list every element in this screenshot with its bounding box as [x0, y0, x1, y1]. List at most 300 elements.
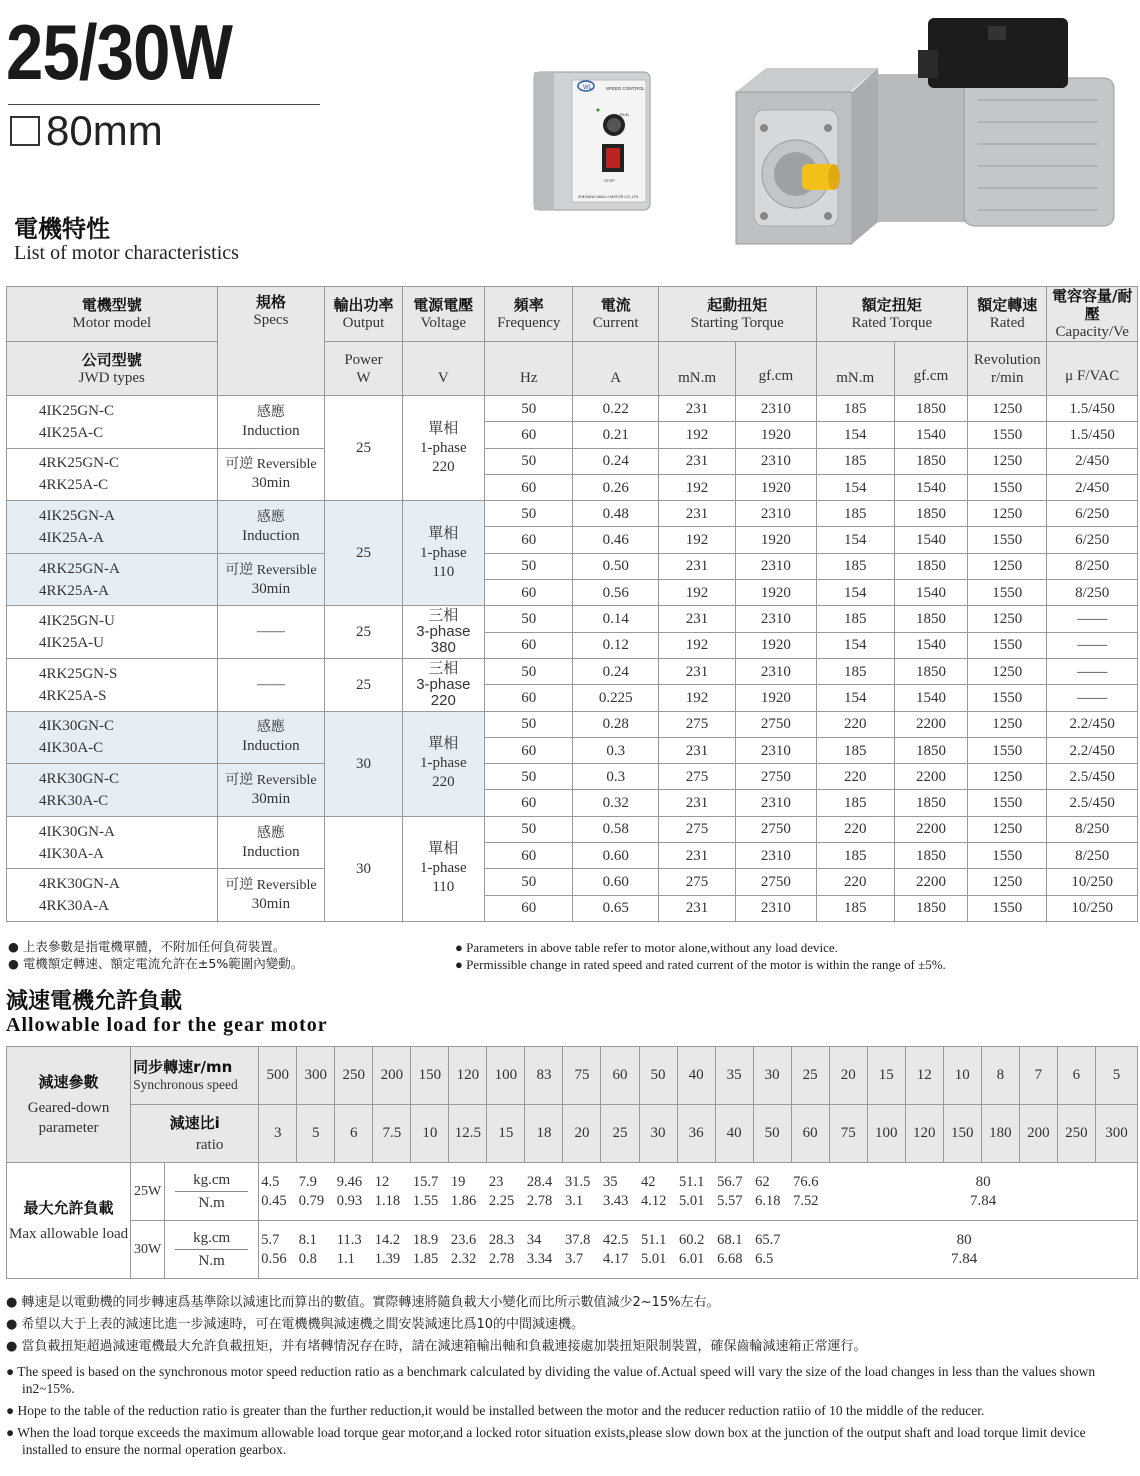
start-mnm-cell: 231 [658, 396, 735, 422]
section1-title-cn: 電機特性 [14, 215, 110, 243]
load-value-cell [753, 1163, 791, 1221]
capacity-cell: 2.2/450 [1047, 737, 1138, 763]
header-freq-en: Frequency [497, 315, 561, 331]
unit-cell [165, 1163, 259, 1221]
current-cell: 0.21 [573, 422, 658, 448]
load-nm: 1.55 [412, 1192, 439, 1209]
current-cell: 0.3 [573, 737, 658, 763]
frequency-cell: 50 [485, 764, 573, 790]
load-nm: 6.01 [679, 1250, 705, 1267]
section1-title-en: List of motor characteristics [14, 242, 239, 264]
load-kg: 35 [602, 1173, 618, 1190]
current-cell: 0.26 [573, 474, 658, 500]
start-gfcm-cell: 1920 [736, 685, 816, 711]
header-output-en2: Power [344, 351, 383, 368]
voltage-cell [402, 606, 484, 659]
speed-cell: 20 [829, 1047, 867, 1105]
frequency-cell: 50 [485, 553, 573, 579]
start-mnm-cell: 231 [658, 895, 735, 921]
header-cap-unit: μ F/VAC [1047, 342, 1138, 396]
rated-speed-cell: 1250 [968, 816, 1047, 842]
ratio-row [7, 1105, 1138, 1163]
load-max-cell [791, 1221, 1137, 1279]
frequency-cell: 50 [485, 396, 573, 422]
voltage-phase: 3-phase [416, 675, 471, 693]
output-cell: 30 [325, 711, 402, 816]
load-nm: 2.25 [488, 1192, 515, 1209]
note2-en-1: ● The speed is based on the synchronous motor speed reduction ratio as a benchmark calculated by dividing the value of.Actual speed will vary the size of the load changes in less than the values shown in2~15%. [6, 1364, 1096, 1396]
load-nm: 3.7 [564, 1250, 584, 1267]
capacity-cell: —— [1047, 685, 1138, 711]
load-value-cell [525, 1221, 563, 1279]
spec-cell [217, 658, 325, 711]
start-gfcm-cell: 2750 [736, 816, 816, 842]
rated-speed-cell: 1250 [968, 501, 1047, 527]
load-kg: 34 [526, 1231, 542, 1248]
rated-speed-cell: 1250 [968, 448, 1047, 474]
header-capacity [1047, 287, 1138, 342]
spec-cell [217, 396, 325, 449]
model-name: 4RK25GN-S [39, 665, 118, 682]
voltage-cn: 單相 [428, 525, 459, 542]
ratio-cn: 減速比i [169, 1113, 220, 1132]
current-cell: 0.58 [573, 816, 658, 842]
rated-gfcm-cell: 2200 [894, 816, 967, 842]
model-name: 4RK25GN-C [39, 455, 120, 472]
start-mnm-cell: 231 [658, 843, 735, 869]
start-gfcm-cell: 2750 [736, 711, 816, 737]
sync-cn: 同步轉速r/mn [133, 1057, 233, 1076]
load-nm: 0.93 [336, 1192, 363, 1209]
rated-speed-cell: 1250 [968, 711, 1047, 737]
notes2 [6, 1294, 1132, 1463]
voltage-value: 220 [432, 774, 455, 791]
load-kg: 42 [641, 1173, 656, 1190]
spec-cn: 可逆 Reversible [225, 878, 317, 894]
start-gfcm-cell: 2310 [736, 790, 816, 816]
header-current-cn: 電流 [600, 296, 631, 314]
load-value-cell [601, 1221, 639, 1279]
rated-speed-cell: 1550 [968, 580, 1047, 606]
header-freq-unit: Hz [485, 342, 573, 396]
ratio-value-cell: 75 [829, 1105, 867, 1163]
capacity-cell: —— [1047, 606, 1138, 632]
spec-en: 30min [251, 790, 291, 807]
voltage-cell [402, 501, 484, 606]
unit-nm: N.m [198, 1253, 225, 1269]
load-nm: 0.45 [261, 1192, 287, 1209]
speed-cell: 200 [373, 1047, 411, 1105]
load-value-cell [449, 1163, 487, 1221]
voltage-cn: 單相 [428, 841, 459, 858]
load-value-cell [639, 1163, 677, 1221]
section2-title-en: Allowable load for the gear motor [6, 1014, 328, 1036]
spec-cell [217, 764, 325, 817]
rated-speed-cell: 1550 [968, 474, 1047, 500]
load-label-cell [7, 1163, 131, 1279]
rated-gfcm-cell: 1540 [894, 422, 967, 448]
rated-speed-cell: 1550 [968, 895, 1047, 921]
header-model-en: Motor model [72, 315, 152, 331]
start-mnm-cell: 275 [658, 869, 735, 895]
current-cell: 0.65 [573, 895, 658, 921]
speed-cell: 15 [867, 1047, 905, 1105]
model-name: 4RK30A-A [39, 898, 109, 915]
load-value-cell [677, 1221, 715, 1279]
speed-cell: 35 [715, 1047, 753, 1105]
load-nm: 5.01 [679, 1192, 705, 1209]
ratio-value-cell: 5 [297, 1105, 335, 1163]
model-name: 4RK30GN-A [39, 876, 120, 893]
ratio-value-cell: 200 [1019, 1105, 1057, 1163]
load-kg: 65.7 [755, 1231, 781, 1248]
load-value-cell [677, 1163, 715, 1221]
motor-row [7, 448, 1138, 474]
spec-en: 30min [251, 475, 291, 492]
model-name: 4RK25A-C [39, 477, 109, 494]
model-name: 4RK30A-C [39, 792, 109, 809]
voltage-phase: 1-phase [419, 860, 467, 877]
model-cell [7, 396, 218, 449]
ratio-value-cell: 12.5 [449, 1105, 487, 1163]
ratio-value-cell: 6 [335, 1105, 373, 1163]
speed-cell: 60 [601, 1047, 639, 1105]
start-gfcm-cell: 2310 [736, 448, 816, 474]
load-value-cell [335, 1221, 373, 1279]
rated-mnm-cell: 154 [816, 632, 894, 658]
rated-gfcm-cell: 1540 [894, 685, 967, 711]
rated-speed-cell: 1250 [968, 869, 1047, 895]
speed-cell: 300 [297, 1047, 335, 1105]
motor-row [7, 816, 1138, 842]
header-speed [968, 287, 1047, 342]
voltage-value: 220 [432, 458, 455, 475]
output-cell: 25 [325, 606, 402, 659]
load-value-cell [753, 1221, 791, 1279]
rated-mnm-cell: 154 [816, 474, 894, 500]
rated-mnm-cell: 154 [816, 580, 894, 606]
rated-gfcm-cell: 1850 [894, 448, 967, 474]
load-value-cell [449, 1221, 487, 1279]
header-start-en: Starting Torque [690, 315, 784, 331]
ratio-value-cell: 120 [905, 1105, 943, 1163]
load-kg: 51.1 [679, 1173, 705, 1190]
voltage-cn: 三相 [428, 660, 459, 677]
capacity-cell: —— [1047, 658, 1138, 684]
current-cell: 0.60 [573, 869, 658, 895]
load-nm: 2.78 [488, 1250, 515, 1267]
rated-speed-cell: 1250 [968, 606, 1047, 632]
note2-en-2-text: Hope to the table of the reduction ratio is greater than the further reduction,it would be installed between the motor and the reducer reduction ratiio of 10 the middle of the reducer. [17, 1403, 985, 1418]
load-value-cell [297, 1163, 335, 1221]
watt-cell: 25W [131, 1163, 165, 1221]
note-en-2: ● Permissible change in rated speed and rated current of the motor is within the range of ±5%. [455, 957, 946, 972]
load-value-cell [487, 1163, 525, 1221]
load-nm: 4.12 [641, 1192, 667, 1209]
speed-cell: 6 [1057, 1047, 1095, 1105]
gear-motor-image [728, 4, 1132, 250]
current-cell: 0.32 [573, 790, 658, 816]
ratio-value-cell: 40 [715, 1105, 753, 1163]
header-rated-gfcm: gf.cm [894, 342, 967, 396]
ratio-value-cell: 60 [791, 1105, 829, 1163]
model-cell [7, 606, 218, 659]
output-cell: 30 [325, 816, 402, 921]
gear-load-table [6, 1046, 1138, 1279]
header-current-unit: A [573, 342, 658, 396]
spec-cell [217, 606, 325, 659]
current-cell: 0.24 [573, 658, 658, 684]
header-jwd-cn: 公司型號 [81, 350, 142, 369]
ratio-value-cell: 100 [867, 1105, 905, 1163]
voltage-phase: 1-phase [419, 439, 467, 456]
rated-mnm-cell: 220 [816, 869, 894, 895]
start-gfcm-cell: 2750 [736, 764, 816, 790]
load-row-25W [7, 1163, 1138, 1221]
frequency-cell: 60 [485, 843, 573, 869]
controller-label: SPEED CONTROL [606, 86, 645, 91]
load-row-30W [7, 1221, 1138, 1279]
spec-cn: 感應 [256, 404, 285, 420]
start-mnm-cell: 275 [658, 764, 735, 790]
header-specs [217, 287, 325, 396]
load-kg: 14.2 [374, 1231, 401, 1248]
output-cell: 25 [325, 658, 402, 711]
frequency-cell: 60 [485, 422, 573, 448]
spec-en: Induction [242, 527, 300, 544]
load-kg: 11.3 [336, 1231, 362, 1248]
capacity-cell: 1.5/450 [1047, 422, 1138, 448]
voltage-cn: 單相 [428, 420, 459, 437]
start-mnm-cell: 231 [658, 501, 735, 527]
load-value-cell [487, 1221, 525, 1279]
start-gfcm-cell: 1920 [736, 580, 816, 606]
capacity-cell: 6/250 [1047, 501, 1138, 527]
capacity-cell: 10/250 [1047, 895, 1138, 921]
rated-gfcm-cell: 1540 [894, 632, 967, 658]
rated-speed-cell: 1550 [968, 790, 1047, 816]
rated-mnm-cell: 154 [816, 527, 894, 553]
current-cell: 0.60 [573, 843, 658, 869]
model-cell [7, 501, 218, 554]
speed-cell: 7 [1019, 1047, 1057, 1105]
note2-cn-2-text: 希望以大于上表的減速比進一步減速時，可在電機機與減速機之間安裝減速比爲10的中間減速機。 [21, 1317, 585, 1332]
model-cell [7, 553, 218, 606]
spec-cn: 可逆 Reversible [225, 562, 317, 578]
frequency-cell: 50 [485, 501, 573, 527]
speed-cell: 8 [981, 1047, 1019, 1105]
rated-gfcm-cell: 2200 [894, 764, 967, 790]
load-kg: 4.5 [261, 1173, 280, 1190]
model-name: 4IK25A-C [39, 424, 104, 441]
header-voltage-en: Voltage [420, 315, 467, 331]
voltage-cell [402, 396, 484, 501]
note2-cn-2: ● 希望以大于上表的減速比進一步減速時，可在電機機與減速機之間安裝減速比爲10的中間減速機。 [6, 1317, 585, 1332]
start-gfcm-cell: 2310 [736, 606, 816, 632]
model-cell [7, 869, 218, 922]
rated-gfcm-cell: 1850 [894, 396, 967, 422]
load-nm: 3.34 [526, 1250, 553, 1267]
model-name: 4IK25A-A [39, 529, 104, 546]
ratio-value-cell: 20 [563, 1105, 601, 1163]
model-name: 4RK25GN-A [39, 560, 120, 577]
notes1-cn [8, 938, 448, 972]
note2-cn-3: ● 當負載扭矩超過減速電機最大允許負載扭矩，并有堵轉情況存在時，請在減速箱輸出軸和負載連接處加裝扭矩限制裝置，確保齒輪減速箱正常運行。 [6, 1339, 867, 1354]
header-jwd-en: JWD types [78, 369, 145, 386]
load-value-cell [715, 1163, 753, 1221]
spec-cell [217, 711, 325, 764]
header-specs-en: Specs [253, 312, 289, 328]
capacity-cell: 2/450 [1047, 474, 1138, 500]
controller-brand: WL [583, 85, 592, 91]
rated-mnm-cell: 185 [816, 658, 894, 684]
start-gfcm-cell: 2310 [736, 396, 816, 422]
capacity-cell: 6/250 [1047, 527, 1138, 553]
start-mnm-cell: 192 [658, 527, 735, 553]
load-kg: 7.9 [298, 1173, 317, 1190]
model-name: 4RK25A-S [39, 687, 107, 704]
capacity-cell: —— [1047, 632, 1138, 658]
load-value-cell [601, 1163, 639, 1221]
header-current-en: Current [592, 315, 639, 331]
rated-speed-cell: 1250 [968, 764, 1047, 790]
start-mnm-cell: 231 [658, 658, 735, 684]
capacity-cell: 8/250 [1047, 816, 1138, 842]
speed-cell: 100 [487, 1047, 525, 1105]
spec-en: 30min [251, 896, 291, 913]
header-voltage [402, 287, 484, 342]
load-value-cell [563, 1163, 601, 1221]
header-output-unit [325, 342, 402, 396]
frequency-cell: 60 [485, 632, 573, 658]
speed-cell: 150 [411, 1047, 449, 1105]
spec-en: Induction [242, 738, 300, 755]
load-nm: 5.01 [641, 1250, 667, 1267]
load-kg: 56.7 [717, 1173, 743, 1190]
voltage-phase: 1-phase [419, 544, 467, 561]
motor-row [7, 711, 1138, 737]
start-gfcm-cell: 2310 [736, 501, 816, 527]
model-name: 4IK25GN-A [39, 507, 115, 524]
header-rated-mnm: mN.m [816, 342, 894, 396]
voltage-value: 220 [430, 691, 456, 709]
watt-cell: 30W [131, 1221, 165, 1279]
model-cell [7, 711, 218, 764]
start-gfcm-cell: 2750 [736, 869, 816, 895]
spec-cn: —— [256, 624, 285, 640]
rated-speed-cell: 1250 [968, 658, 1047, 684]
model-name: 4IK30A-A [39, 845, 104, 862]
start-mnm-cell: 231 [658, 790, 735, 816]
start-mnm-cell: 192 [658, 632, 735, 658]
header-voltage-cn: 電源電壓 [413, 296, 474, 314]
motor-characteristics-table [6, 286, 1138, 922]
spec-cn: 感應 [256, 509, 285, 525]
note-cn-1: ● 上表參數是指電機單體，不附加任何負荷裝置。 [8, 939, 286, 954]
header-rated-en: Rated Torque [851, 315, 933, 331]
start-gfcm-cell: 1920 [736, 632, 816, 658]
rated-gfcm-cell: 2200 [894, 711, 967, 737]
speed-controller-image [532, 70, 654, 212]
frequency-cell: 60 [485, 527, 573, 553]
ratio-cell [131, 1105, 259, 1163]
spec-en: Induction [242, 843, 300, 860]
voltage-value: 110 [432, 879, 455, 896]
rated-speed-cell: 1550 [968, 632, 1047, 658]
gear-table-body [7, 1047, 1138, 1279]
start-mnm-cell: 231 [658, 737, 735, 763]
speed-cell: 30 [753, 1047, 791, 1105]
frequency-cell: 50 [485, 606, 573, 632]
load-value-cell [525, 1163, 563, 1221]
load-max-cell [829, 1163, 1137, 1221]
note2-en-3: ● When the load torque exceeds the maximum allowable load torque gear motor,and a locked rotor situation exists,please slow down box at the junction of the output shaft and load torque limit device installed to ensure the normal operation gearbox. [6, 1425, 1086, 1457]
load-nm: 2.78 [526, 1192, 553, 1209]
rated-speed-cell: 1250 [968, 553, 1047, 579]
note2-cn-1-text: 轉速是以電動機的同步轉速爲基準除以減速比而算出的數值。實際轉速將隨負載大小變化而比所示數值減少2~15%左右。 [21, 1295, 720, 1310]
header-output-cn: 輸出功率 [333, 296, 394, 314]
start-gfcm-cell: 1920 [736, 474, 816, 500]
header-speed-en: Rated [989, 315, 1025, 331]
speed-cell: 120 [449, 1047, 487, 1105]
frequency-cell: 60 [485, 737, 573, 763]
start-gfcm-cell: 1920 [736, 422, 816, 448]
load-value-cell [297, 1221, 335, 1279]
rated-mnm-cell: 220 [816, 711, 894, 737]
speed-cell: 83 [525, 1047, 563, 1105]
note2-en-2: ● Hope to the table of the reduction ratio is greater than the further reduction,it would be installed between the motor and the reducer reduction ratiio of 10 the middle of the reducer. [6, 1403, 985, 1418]
load-nm: 0.56 [261, 1250, 287, 1267]
rated-gfcm-cell: 1540 [894, 474, 967, 500]
header-output-w: W [356, 369, 371, 386]
spec-cn: —— [256, 676, 285, 692]
rated-mnm-cell: 185 [816, 737, 894, 763]
header-output-en: Output [342, 315, 385, 331]
note2-cn-1: ● 轉速是以電動機的同步轉速爲基準除以減速比而算出的數值。實際轉速將隨負載大小變化而比所示數值減少2~15%左右。 [6, 1295, 720, 1310]
load-nm: 1.39 [374, 1250, 401, 1267]
rated-speed-cell: 1550 [968, 737, 1047, 763]
motor-table-body [7, 396, 1138, 922]
capacity-cell: 8/250 [1047, 553, 1138, 579]
load-nm: 1.1 [336, 1250, 355, 1267]
spec-en: 30min [251, 580, 291, 597]
speed-cell: 500 [259, 1047, 297, 1105]
capacity-cell: 8/250 [1047, 843, 1138, 869]
header-start-mnm: mN.m [658, 342, 735, 396]
load-value-cell [259, 1163, 297, 1221]
rated-mnm-cell: 220 [816, 764, 894, 790]
header-speed-en2: Revolution [973, 351, 1041, 368]
load-kg: 28.4 [526, 1173, 553, 1190]
spec-cell [217, 501, 325, 554]
frequency-cell: 50 [485, 816, 573, 842]
rated-gfcm-cell: 1850 [894, 501, 967, 527]
sync-cell [131, 1047, 259, 1105]
load-max-kg: 80 [975, 1173, 991, 1190]
voltage-cell [402, 816, 484, 921]
rated-gfcm-cell: 1850 [894, 658, 967, 684]
header-model [7, 287, 218, 342]
load-kg: 15.7 [412, 1173, 439, 1190]
model-name: 4IK25A-U [39, 635, 104, 652]
capacity-cell: 2.2/450 [1047, 711, 1138, 737]
voltage-cn: 三相 [428, 608, 459, 625]
load-kg: 76.6 [793, 1173, 819, 1190]
load-kg: 12 [374, 1173, 390, 1190]
note2-cn-3-text: 當負載扭矩超過減速電機最大允許負載扭矩，并有堵轉情況存在時，請在減速箱輸出軸和負載連接處加裝扭矩限制裝置，確保齒輪減速箱正常運行。 [21, 1339, 867, 1354]
header-freq-cn: 頻率 [513, 296, 544, 314]
load-kg: 62 [755, 1173, 770, 1190]
